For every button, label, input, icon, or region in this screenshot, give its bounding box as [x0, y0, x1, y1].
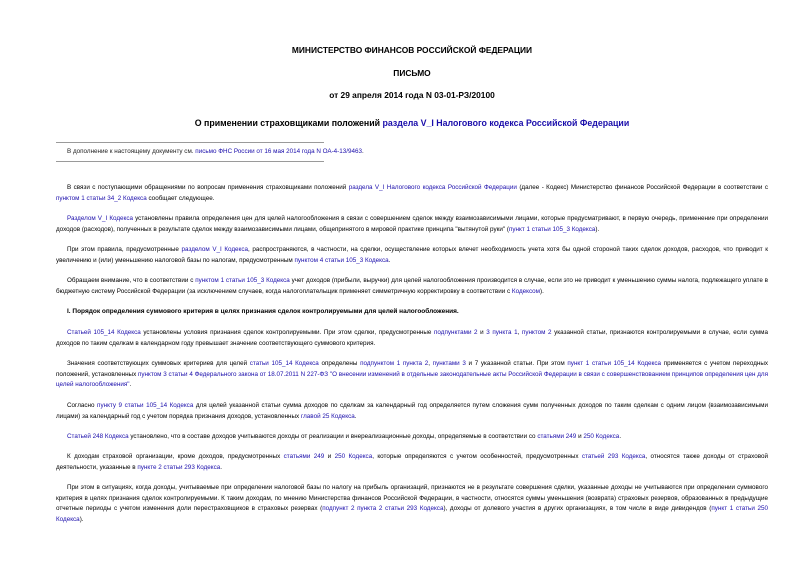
- reference-link[interactable]: пунктами 3: [432, 360, 466, 367]
- text-run: (далее - Кодекс) Министерство финансов Российской Федерации в соответствии с: [516, 184, 768, 191]
- reference-link[interactable]: 250 Кодекса: [583, 433, 620, 440]
- paragraph: [56, 276, 768, 297]
- text-run: .: [619, 433, 622, 440]
- text-run: .: [354, 412, 357, 420]
- reference-link[interactable]: пунктом 1 статьи 105_3 Кодекса: [195, 277, 290, 284]
- editorial-note: [67, 148, 364, 155]
- reference-link[interactable]: раздела V_I Налогового кодекса Российской Федерации: [348, 184, 517, 191]
- text-run: При этом в ситуациях, когда доходы, учитываемые при определении налоговой базы по налогу на прибыль организаций, признаются не в результате совершения сделки, указанные доходы не учитываются при определении суммового критерия в целях признания сделок контролируемыми. К таким доходам, по мнению Министерства финансов Российской Федерации, в частности, относятся суммы уменьшения (возврата) страховых резервов, образованных в предыдущие отчетные периоды с учетом изменения доли перестраховщиков в страховых резервах (: [56, 484, 768, 513]
- note-rule-top: [56, 142, 324, 143]
- reference-link[interactable]: 3 пункта 1: [486, 329, 518, 336]
- text-run: К доходам страховой организации, кроме доходов, предусмотренных: [67, 453, 284, 460]
- reference-link[interactable]: пункт 1 статьи 250 Кодекса: [56, 505, 768, 523]
- note-prefix: В дополнение к настоящему документу см.: [67, 148, 196, 155]
- paragraph: [56, 483, 768, 525]
- note-link[interactable]: письмо ФНС России от 16 мая 2014 года N ОА-4-13/9463: [195, 148, 363, 155]
- reference-link[interactable]: 250 Кодекса: [334, 453, 373, 460]
- text-run: , которые определяются с учетом особенностей, предусмотренных: [372, 453, 582, 460]
- reference-link[interactable]: статьями 249: [283, 453, 325, 460]
- date-number-heading: от 29 апреля 2014 года N 03-01-РЗ/20100: [329, 90, 495, 100]
- text-run: .: [220, 463, 222, 471]
- section-heading: [56, 307, 768, 318]
- text-run: ).: [79, 515, 84, 523]
- text-run: Обращаем внимание, что в соответствии с: [67, 277, 196, 284]
- paragraph: [56, 183, 768, 204]
- text-run: Значения соответствующих суммовых критериев для целей: [67, 360, 250, 367]
- reference-link[interactable]: пунктом 3 статьи 4 Федерального закона от 18.07.2011 N 227-ФЗ "О внесении изменений в отдельные законодательные акты Российской Федерации в связи с совершенствованием принципов определения цен для целей налогообложения": [56, 370, 768, 389]
- paragraph: [56, 214, 768, 235]
- text-run: и: [576, 433, 584, 440]
- text-run: установлены условия признания сделок контролируемыми. При этом сделки, предусмотренные: [140, 329, 435, 336]
- note-suffix: .: [362, 148, 364, 155]
- text-run: I. Порядок определения суммового критерия в целях признания сделок контролируемыми для целей налогообложения.: [67, 308, 459, 315]
- text-run: ).: [595, 225, 600, 233]
- text-run: , распространяются, в частности, на сделки, осуществление которых влечет необходимость учета хотя бы одной стороной таких сделок доходов, расходов, что приводит к увеличению и (или) уменьшению налоговой базы по налогам, предусмотренным: [56, 246, 768, 264]
- document-type-heading: ПИСЬМО: [393, 68, 431, 78]
- text-run: и: [324, 453, 335, 460]
- reference-link[interactable]: статьями 249: [537, 433, 577, 440]
- reference-link[interactable]: пунктом 4 статьи 105_3 Кодекса: [294, 256, 389, 264]
- text-run: указанной статьи, признаются контролируемыми в случае, если сумма доходов по таким сделкам в календарном году превышает значение соответствующего суммового критерия.: [56, 329, 769, 347]
- reference-link[interactable]: Кодексом: [511, 287, 541, 295]
- note-rule-bottom: [56, 161, 324, 162]
- reference-link[interactable]: пункту 9 статьи 105_14 Кодекса: [97, 402, 194, 409]
- reference-link[interactable]: Статьей 248 Кодекса: [67, 433, 129, 440]
- reference-link[interactable]: пунктом 1 статьи 34_2 Кодекса: [56, 194, 147, 202]
- text-run: и 7 указанной статьи. При этом: [465, 360, 568, 367]
- text-run: , относятся также доходы от страховой деятельности, указанные в: [56, 453, 768, 471]
- text-run: установлено, что в составе доходов учитываются доходы от реализации и внереализационные доходы, определяемые в соответствии со: [128, 433, 538, 440]
- reference-link[interactable]: статьей 293 Кодекса: [581, 453, 646, 460]
- reference-link[interactable]: Разделом V_I Кодекса: [67, 215, 134, 222]
- text-run: учет доходов (прибыли, выручки) для целей налогообложения производится в случае, если это не приводит к уменьшению суммы налога, подлежащего уплате в бюджетную систему Российской Федерации (за исключением случаев, когда налогоплательщик применяет симметричную корректировку в соответствии с: [56, 277, 768, 295]
- reference-link[interactable]: подпунктом 1 пункта 2: [360, 360, 429, 367]
- text-run: ).: [540, 287, 544, 295]
- title-prefix: О применении страховщиками положений: [194, 118, 383, 128]
- reference-link[interactable]: главой 25 Кодекса: [300, 412, 355, 420]
- paragraph: [56, 401, 768, 422]
- ministry-heading: МИНИСТЕРСТВО ФИНАНСОВ РОССИЙСКОЙ ФЕДЕРАЦИИ: [291, 45, 533, 55]
- paragraph: [56, 359, 768, 391]
- reference-link[interactable]: Статьей 105_14 Кодекса: [67, 329, 141, 336]
- text-run: ,: [428, 360, 433, 367]
- title-link[interactable]: раздела V_I Налогового кодекса Российской Федерации: [382, 118, 630, 128]
- text-run: и: [477, 329, 487, 336]
- reference-link[interactable]: пункте 2 статьи 293 Кодекса: [137, 463, 221, 471]
- text-run: применяется с учетом переходных положений, установленных: [56, 360, 769, 378]
- reference-link[interactable]: пункт 1 статьи 105_14 Кодекса: [567, 360, 661, 367]
- reference-link[interactable]: пунктом 2: [521, 329, 552, 336]
- reference-link[interactable]: статьи 105_14 Кодекса: [249, 360, 319, 367]
- paragraph: [56, 245, 768, 266]
- paragraph: [56, 328, 768, 349]
- text-run: .: [388, 256, 391, 264]
- document-title: [56, 118, 768, 128]
- text-run: ), доходы от долевого участия в других организациях, в том числе в виде дивидендов (: [443, 505, 712, 513]
- paragraph: [56, 452, 768, 473]
- text-run: ,: [517, 329, 522, 336]
- reference-link[interactable]: разделом V_I Кодекса: [181, 246, 249, 253]
- reference-link[interactable]: подпунктами 2: [434, 329, 478, 336]
- paragraph: [56, 432, 768, 443]
- text-run: установлены правила определения цен для целей налогообложения в связи с совершением сделок между взаимозависимыми лицами, которые предусматривают, в первую очередь, применение при определении доходов (расходов), полученных в результате сделок между взаимозависимыми лицами, общепринятого в мировой практике принципа "вытянутой руки" (: [56, 215, 768, 233]
- text-run: сообщает следующее.: [146, 194, 215, 202]
- text-run: определены: [318, 360, 361, 367]
- text-run: Согласно: [67, 402, 98, 409]
- reference-link[interactable]: подпункт 2 пункта 2 статьи 293 Кодекса: [322, 505, 444, 513]
- text-run: При этом правила, предусмотренные: [67, 246, 182, 253]
- text-run: для целей указанной статьи сумма доходов по сделкам за календарный год определяется путем сложения сумм полученных доходов по таким сделкам с одним лицом (взаимозависимыми лицами) за календарный год с учетом порядка признания доходов, установленных: [56, 402, 768, 420]
- text-run: .: [129, 381, 132, 389]
- text-run: В связи с поступающими обращениями по вопросам применения страховщиками положений: [67, 184, 349, 191]
- reference-link[interactable]: пункт 1 статьи 105_3 Кодекса: [508, 225, 596, 233]
